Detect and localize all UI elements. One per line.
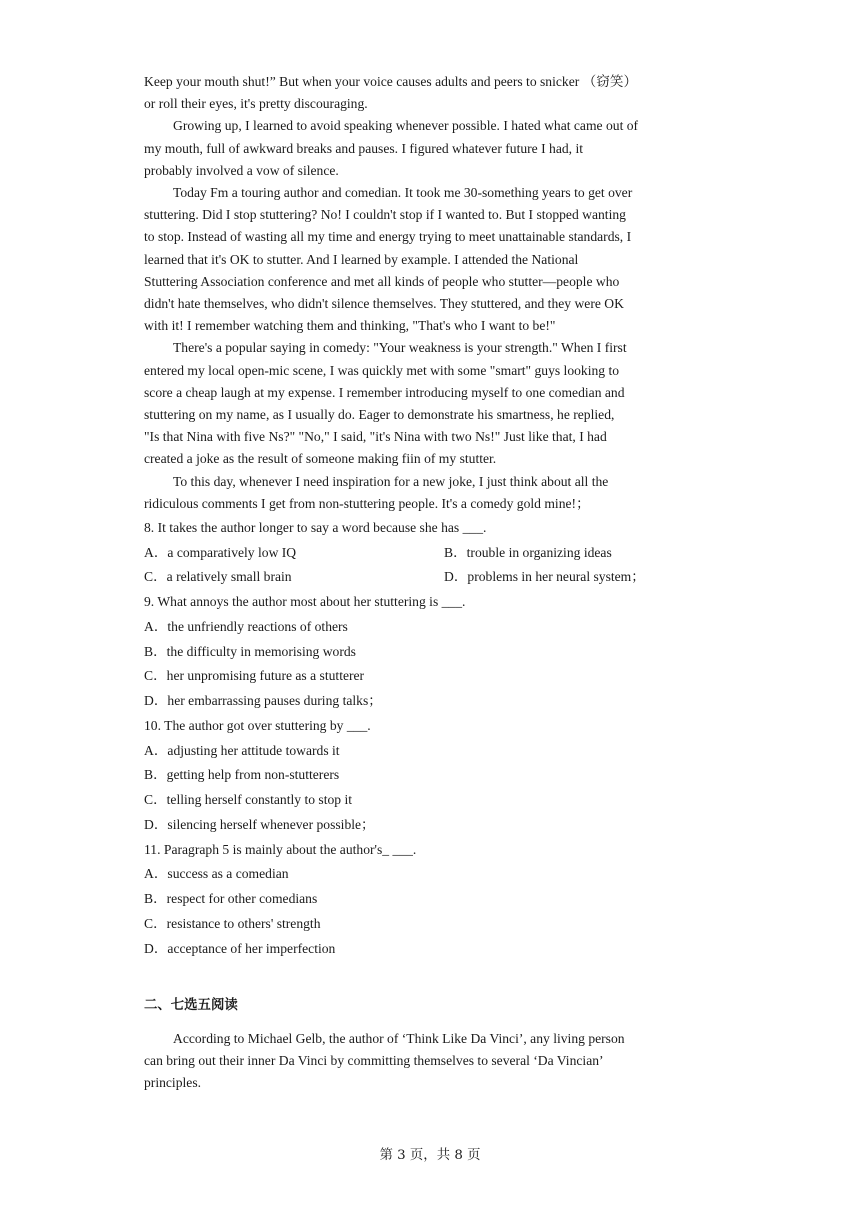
text-line: can bring out their inner Da Vinci by committing themselves to several ‘Da Vincian’ bbox=[144, 1053, 604, 1069]
option-c: C．telling herself constantly to stop it bbox=[144, 792, 353, 808]
passage-paragraph bbox=[144, 71, 734, 115]
option-b: B．trouble in organizing ideas bbox=[444, 544, 612, 560]
options-row bbox=[144, 541, 734, 566]
text-line: Stuttering Association conference and met all kinds of people who stutter—people who bbox=[144, 273, 620, 289]
question-stem: 11. Paragraph 5 is mainly about the author's_ ___. bbox=[144, 841, 417, 857]
option-d: D．acceptance of her imperfection bbox=[144, 940, 336, 956]
text-line: created a joke as the result of someone making fiin of my stutter. bbox=[144, 451, 497, 467]
option-c: C．resistance to others' strength bbox=[144, 916, 321, 931]
passage-paragraph bbox=[144, 115, 734, 182]
text-line: with it! I remember watching them and thinking, "That's who I want to be!" bbox=[144, 318, 556, 334]
option-a: A．a comparatively low IQ bbox=[144, 544, 297, 560]
text-line: learned that it's OK to stutter. And I learned by example. I attended the National bbox=[144, 251, 579, 267]
option-d: D．her embarrassing pauses during talks； bbox=[144, 693, 382, 709]
text-line: to stop. Instead of wasting all my time and energy trying to meet unattainable standards, I bbox=[144, 229, 632, 245]
text-line: didn't hate themselves, who didn't silence themselves. They stuttered, and they were OK bbox=[144, 296, 624, 312]
option-c: C．her unpromising future as a stutterer bbox=[144, 668, 365, 684]
text-line: my mouth, full of awkward breaks and pauses. I figured whatever future I had, it bbox=[144, 140, 584, 156]
text-line: Growing up, I learned to avoid speaking whenever possible. I hated what came out of bbox=[173, 118, 639, 134]
text-line: score a cheap laugh at my expense. I remember introducing myself to one comedian and bbox=[144, 384, 625, 400]
option-d: D．problems in her neural system； bbox=[444, 569, 645, 585]
text-line: There's a popular saying in comedy: "Your weakness is your strength." When I first bbox=[173, 340, 627, 356]
passage-paragraph bbox=[144, 471, 734, 515]
option-a: A．success as a comedian bbox=[144, 866, 289, 882]
passage-paragraph bbox=[144, 337, 734, 470]
text-line: stuttering. Did I stop stuttering? No! I couldn't stop if I wanted to. But I stopped wanting bbox=[144, 207, 626, 223]
text-line: or roll their eyes, it's pretty discouraging. bbox=[144, 96, 368, 112]
option-a: A．adjusting her attitude towards it bbox=[144, 742, 340, 758]
question-8 bbox=[144, 516, 734, 590]
question-stem: 10. The author got over stuttering by ___. bbox=[144, 718, 371, 734]
option-c: C．a relatively small brain bbox=[144, 569, 292, 585]
section-heading: 二、七选五阅读 bbox=[144, 998, 238, 1013]
question-11 bbox=[144, 838, 734, 962]
page-number: 第 3 页，共 8 页 bbox=[379, 1148, 481, 1163]
text-line: stuttering on my name, as I usually do. Eager to demonstrate his smartness, he replied, bbox=[144, 407, 615, 423]
question-10 bbox=[144, 714, 734, 838]
option-b: B．respect for other comedians bbox=[144, 891, 318, 907]
passage-paragraph bbox=[144, 182, 734, 337]
option-b: B．the difficulty in memorising words bbox=[144, 643, 356, 659]
option-a: A．the unfriendly reactions of others bbox=[144, 618, 348, 634]
text-line: Keep your mouth shut!” But when your voice causes adults and peers to snicker （窃笑） bbox=[144, 74, 638, 89]
text-line: probably involved a vow of silence. bbox=[144, 162, 339, 178]
text-line: To this day, whenever I need inspiration for a new joke, I just think about all the bbox=[173, 473, 609, 489]
text-line: According to Michael Gelb, the author of ‘Think Like Da Vinci’, any living person bbox=[173, 1031, 625, 1046]
text-line: "Is that Nina with five Ns?" "No," I said, "it's Nina with two Ns!" Just like that, I had bbox=[144, 429, 607, 445]
question-9 bbox=[144, 590, 734, 714]
text-line: entered my local open-mic scene, I was quickly met with some "smart" guys looking to bbox=[144, 362, 620, 378]
text-line: Today Fm a touring author and comedian. It took me 30-something years to get over bbox=[173, 185, 633, 201]
section2-passage bbox=[144, 1028, 734, 1095]
text-line: ridiculous comments I get from non-stuttering people. It's a comedy gold mine!； bbox=[144, 495, 590, 511]
text-line: principles. bbox=[144, 1075, 202, 1091]
question-stem: 9. What annoys the author most about her stuttering is ___. bbox=[144, 594, 466, 610]
question-stem: 8. It takes the author longer to say a word because she has ___. bbox=[144, 520, 487, 536]
option-b: B．getting help from non-stutterers bbox=[144, 767, 340, 783]
reading-passage bbox=[144, 71, 734, 962]
options-row bbox=[144, 565, 734, 590]
option-d: D．silencing herself whenever possible； bbox=[144, 817, 375, 833]
